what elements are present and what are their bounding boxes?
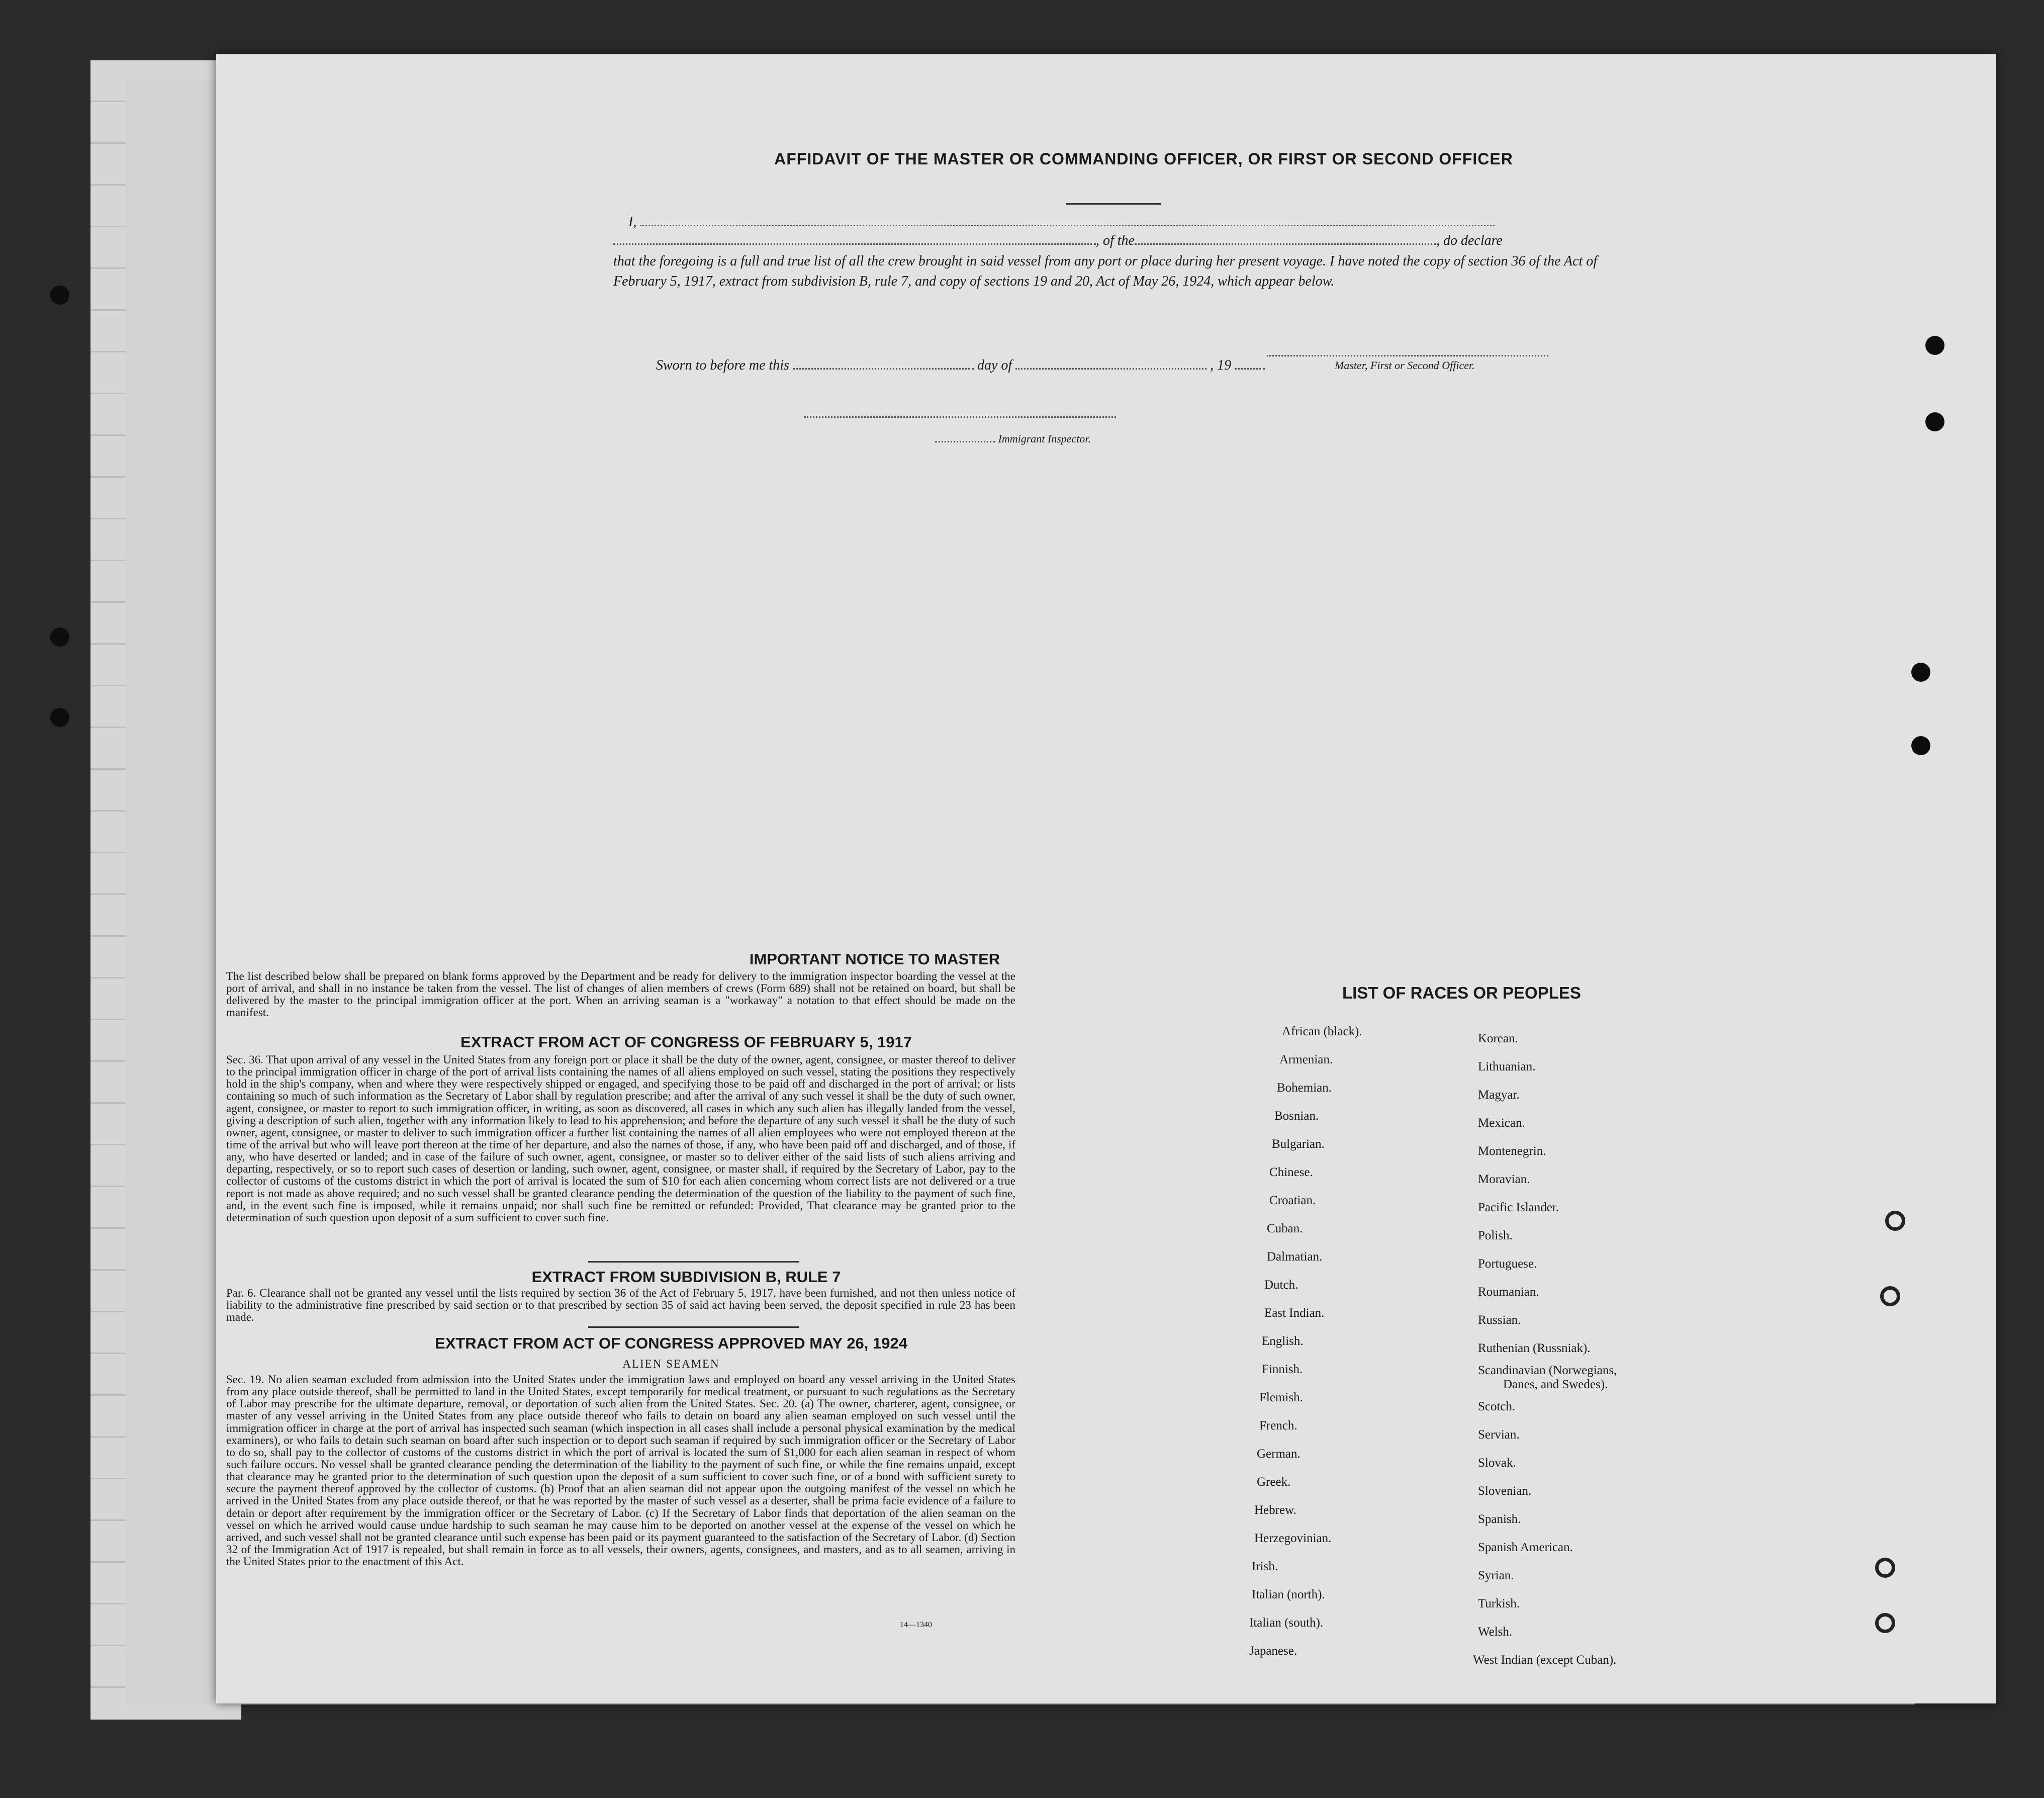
race-left-item: Finnish. xyxy=(1262,1363,1303,1376)
race-right-item: Scandinavian (Norwegians, xyxy=(1478,1364,1617,1377)
sworn-line xyxy=(656,356,1265,374)
extract-1924-title: EXTRACT FROM ACT OF CONGRESS APPROVED MAY 26, 1924 xyxy=(435,1334,907,1352)
race-right-item: Slovak. xyxy=(1478,1456,1516,1470)
race-left-item: Dutch. xyxy=(1264,1278,1298,1292)
day-of-label: day of xyxy=(977,357,1012,373)
binder-hole-icon xyxy=(1925,412,1944,431)
alien-seamen-subtitle: ALIEN SEAMEN xyxy=(622,1358,720,1370)
vessel-name-field[interactable] xyxy=(1135,231,1436,245)
binder-hole-icon xyxy=(1925,336,1944,355)
inspector-dots xyxy=(935,441,995,442)
sworn-year-field[interactable] xyxy=(1235,356,1265,370)
race-left-item: Bosnian. xyxy=(1274,1109,1319,1123)
race-right-item: West Indian (except Cuban). xyxy=(1473,1653,1617,1667)
title-divider xyxy=(1066,203,1161,205)
master-name-field[interactable] xyxy=(640,213,1495,226)
race-left-item: Dalmatian. xyxy=(1267,1250,1323,1264)
race-left-item: Flemish. xyxy=(1259,1391,1303,1404)
race-left-item: Italian (north). xyxy=(1252,1588,1325,1601)
race-left-item: English. xyxy=(1262,1334,1304,1348)
year-label: , 19 xyxy=(1210,357,1232,373)
race-right-item: Spanish. xyxy=(1478,1512,1521,1526)
binder-hole-icon xyxy=(1911,663,1930,682)
of-the-label: , of the xyxy=(1096,233,1135,248)
sworn-day-field[interactable] xyxy=(793,356,974,370)
section-divider xyxy=(588,1326,799,1328)
race-left-item: East Indian. xyxy=(1264,1306,1325,1320)
extract-rule7-body: Par. 6. Clearance shall not be granted any vessel until the lists required by section 36 of the Act of February 5, 1917, have been furnished, and not then unless notice of liability to the administrative fine prescribed by said section or to that prescribed by section 35 of said act having been served, the deposit specified in rule 23 has been made. xyxy=(226,1287,1015,1324)
race-right-item: Russian. xyxy=(1478,1313,1521,1327)
binder-hole-icon xyxy=(1875,1558,1895,1578)
race-right-item: Montenegrin. xyxy=(1478,1144,1546,1158)
binder-hole-icon xyxy=(1880,1286,1900,1306)
race-right-item: Korean. xyxy=(1478,1032,1518,1045)
race-right-item: Ruthenian (Russniak). xyxy=(1478,1341,1591,1355)
affidavit-body-flow xyxy=(613,251,1604,292)
race-right-item: Scotch. xyxy=(1478,1400,1516,1413)
extract-1917-body: Sec. 36. That upon arrival of any vessel in the United States from any foreign port or place it shall be the duty of the owner, agent, consignee, or master thereof to deliver to the principal immigration officer in charge of the port of arrival lists containing the names of all aliens employed on such vessel, stating the positions they respectively hold in the ship's company, when and where they were respectively shipped or engaged, and specifying those to be paid off and discharged in the port of arrival; or lists containing so much of such information as the Secretary of Labor shall by regulation prescribe; and after the arrival of any such vessel it shall be the duty of such owner, agent, consignee, or master to report to such immigration officer, in writing, as soon as discovered, all cases in which any such alien has illegally landed from the vessel, giving a description of such alien, together with any information likely to lead to his apprehension; and before the departure of any such vessel it shall be the duty of such owner, agent, consignee, or master to deliver to such immigration officer a further list containing the names of all alien employees who were not employed thereon at the time of the arrival but who will leave port thereon at the time of her departure, and also the names of those, if any, who have been paid off and discharged, and of those, if any, who have deserted or landed; and in case of the failure of such owner, agent, consignee, or master so to deliver either of the said lists of such aliens arriving and departing, respectively, or so to report such cases of desertion or landing, such owner, agent, consignee, or master shall, if required by the Secretary of Labor, pay to the collector of customs of the customs district in which the port of arrival is located the sum of $10 for each alien concerning whom correct lists are not delivered or a true report is not made as above required; and no such vessel shall be granted clearance pending the determination of the question of the liability to the payment of such fine, and, in the event such fine is imposed, while it remains unpaid; nor shall such fine be remitted or refunded: Provided, That clearance may be granted prior to the determination of such question upon deposit of a sum sufficient to cover such fine. xyxy=(226,1053,1015,1224)
race-left-item: Japanese. xyxy=(1249,1644,1297,1658)
inspector-signature-label xyxy=(935,432,1091,445)
race-left-item: Bohemian. xyxy=(1277,1081,1332,1095)
affidavit-officer-line xyxy=(613,231,1503,249)
race-left-item: Greek. xyxy=(1257,1475,1291,1489)
race-right-item: Spanish American. xyxy=(1478,1541,1573,1554)
extract-rule7-title: EXTRACT FROM SUBDIVISION B, RULE 7 xyxy=(531,1268,841,1286)
race-left-item: Italian (south). xyxy=(1249,1616,1324,1630)
notice-body: The list described below shall be prepared on blank forms approved by the Department and be ready for delivery to the immigration inspector boarding the vessel at the port of arrival, and shall in no instance be taken from the vessel. The list of changes of alien members of crews (Form 689) shall not be retained on board, but shall be delivered by the master to the principal immigration officer at the port. When an arriving seaman is a "workaway" a notation to that effect should be made on the manifest. xyxy=(226,970,1015,1019)
race-right-item: Roumanian. xyxy=(1478,1285,1539,1299)
race-left-item: Hebrew. xyxy=(1254,1503,1296,1517)
section-divider xyxy=(588,1261,799,1263)
race-left-item: Armenian. xyxy=(1279,1053,1333,1066)
race-left-item: Chinese. xyxy=(1269,1165,1313,1179)
do-declare-label: , do declare xyxy=(1436,233,1503,248)
notice-title: IMPORTANT NOTICE TO MASTER xyxy=(749,950,1000,968)
race-left-item: African (black). xyxy=(1282,1025,1362,1038)
race-right-item: Portuguese. xyxy=(1478,1257,1537,1271)
race-right-item: Servian. xyxy=(1478,1428,1520,1442)
race-left-item: Herzegovinian. xyxy=(1254,1532,1332,1545)
master-signature-label: Master, First or Second Officer. xyxy=(1335,359,1475,372)
extract-1917-title: EXTRACT FROM ACT OF CONGRESS OF FEBRUARY 5, 1917 xyxy=(460,1033,912,1051)
binder-hole-icon xyxy=(50,286,69,305)
inspector-label: Immigrant Inspector. xyxy=(998,432,1091,445)
affidavit-line-1 xyxy=(628,213,1495,230)
document-page xyxy=(216,54,1996,1703)
race-left-item: Croatian. xyxy=(1269,1194,1316,1207)
affidavit-title: AFFIDAVIT OF THE MASTER OR COMMANDING OFFICER, OR FIRST OR SECOND OFFICER xyxy=(774,150,1513,168)
race-right-item: Lithuanian. xyxy=(1478,1060,1536,1073)
race-right-item: Turkish. xyxy=(1478,1597,1520,1610)
extract-1924-body: Sec. 19. No alien seaman excluded from admission into the United States under the immigration laws and employed on board any vessel arriving in the United States from any place outside thereof, shall be permitted to land in the United States, except temporarily for medical treatment, or pursuant to such regulations as the Secretary of Labor may prescribe for the ultimate departure, removal, or deportation of such alien from the United States. Sec. 20. (a) The owner, charterer, agent, consignee, or master of any vessel arriving in the United States from any place outside thereof who fails to detain on board any alien seaman employed on such vessel until the immigration officer in charge at the port of arrival has inspected such seaman (which inspection in all cases shall include a personal physical examination by the medical examiners), or who fails to detain such seaman on board after such inspection or to deport such seaman if required by such immigration officer or the Secretary of Labor to do so, shall pay to the collector of customs of the customs district in which the port of arrival is located the sum of $1,000 for each alien seaman in respect of whom such failure occurs. No vessel shall be granted clearance pending the determination of the liability to the payment of such fine, or while the fine remains unpaid, except that clearance may be granted prior to the determination of such question upon the deposit of a sum sufficient to cover such fine, or of a bond with sufficient surety to secure the payment thereof approved by the collector of customs. (b) Proof that an alien seaman did not appear upon the outgoing manifest of the vessel on which he arrived in the United States from any place outside thereof, or that he was reported by the master of such vessel as a deserter, shall be prima facie evidence of a failure to detain or deport after requirement by the immigration officer or the Secretary of Labor. (c) If the Secretary of Labor finds that deportation of the alien seaman on the vessel on which he arrived would cause undue hardship to such seaman he may cause him to be deported on another vessel at the expense of the vessel on which he arrived, and such vessel shall not be granted clearance until such expense has been paid or its payment guaranteed to the satisfaction of the Secretary of Labor. (d) Section 32 of the Immigration Act of 1917 is repealed, but shall remain in force as to all vessels, their owners, agents, consignees, and masters, and as to all seamen, arriving in the United States prior to the enactment of this Act. xyxy=(226,1373,1015,1568)
inspector-signature-line[interactable] xyxy=(804,416,1116,418)
sworn-month-field[interactable] xyxy=(1015,356,1206,370)
race-left-item: German. xyxy=(1257,1447,1300,1461)
affidavit-i-label: I, xyxy=(628,214,637,230)
binder-hole-icon xyxy=(50,627,69,647)
race-right-item: Moravian. xyxy=(1478,1173,1530,1186)
race-right-item: Slovenian. xyxy=(1478,1484,1532,1498)
sworn-label: Sworn to before me this xyxy=(656,357,789,373)
master-signature-line[interactable] xyxy=(1267,355,1548,356)
race-left-item: Bulgarian. xyxy=(1272,1137,1325,1151)
race-right-item: Polish. xyxy=(1478,1229,1513,1242)
race-left-item: Irish. xyxy=(1252,1560,1278,1573)
binder-hole-icon xyxy=(50,708,69,727)
race-right-item: Pacific Islander. xyxy=(1478,1201,1559,1214)
binder-hole-icon xyxy=(1911,736,1930,755)
race-right-item: Magyar. xyxy=(1478,1088,1520,1102)
race-right-item: Syrian. xyxy=(1478,1569,1514,1582)
binder-hole-icon xyxy=(1885,1211,1905,1231)
race-left-item: Cuban. xyxy=(1267,1222,1303,1235)
rank-field[interactable] xyxy=(613,231,1096,245)
races-title: LIST OF RACES OR PEOPLES xyxy=(1342,983,1581,1002)
race-right-item: Mexican. xyxy=(1478,1116,1525,1130)
binder-hole-icon xyxy=(1875,1613,1895,1633)
race-right-item: Danes, and Swedes). xyxy=(1503,1378,1608,1391)
affidavit-line-2-text: that the foregoing is a full and true list of all the crew brought in said vessel from any port or place during her present voyage. I have noted the copy of section 36 of the Act of February 5, 1917, extract from subdivision B, rule 7, and copy of sections 19 and 20, Act of May 26, 1924, which appear below. xyxy=(613,253,1598,289)
race-right-item: Welsh. xyxy=(1478,1625,1513,1639)
race-left-item: French. xyxy=(1259,1419,1297,1432)
form-number: 14—1340 xyxy=(900,1621,932,1629)
